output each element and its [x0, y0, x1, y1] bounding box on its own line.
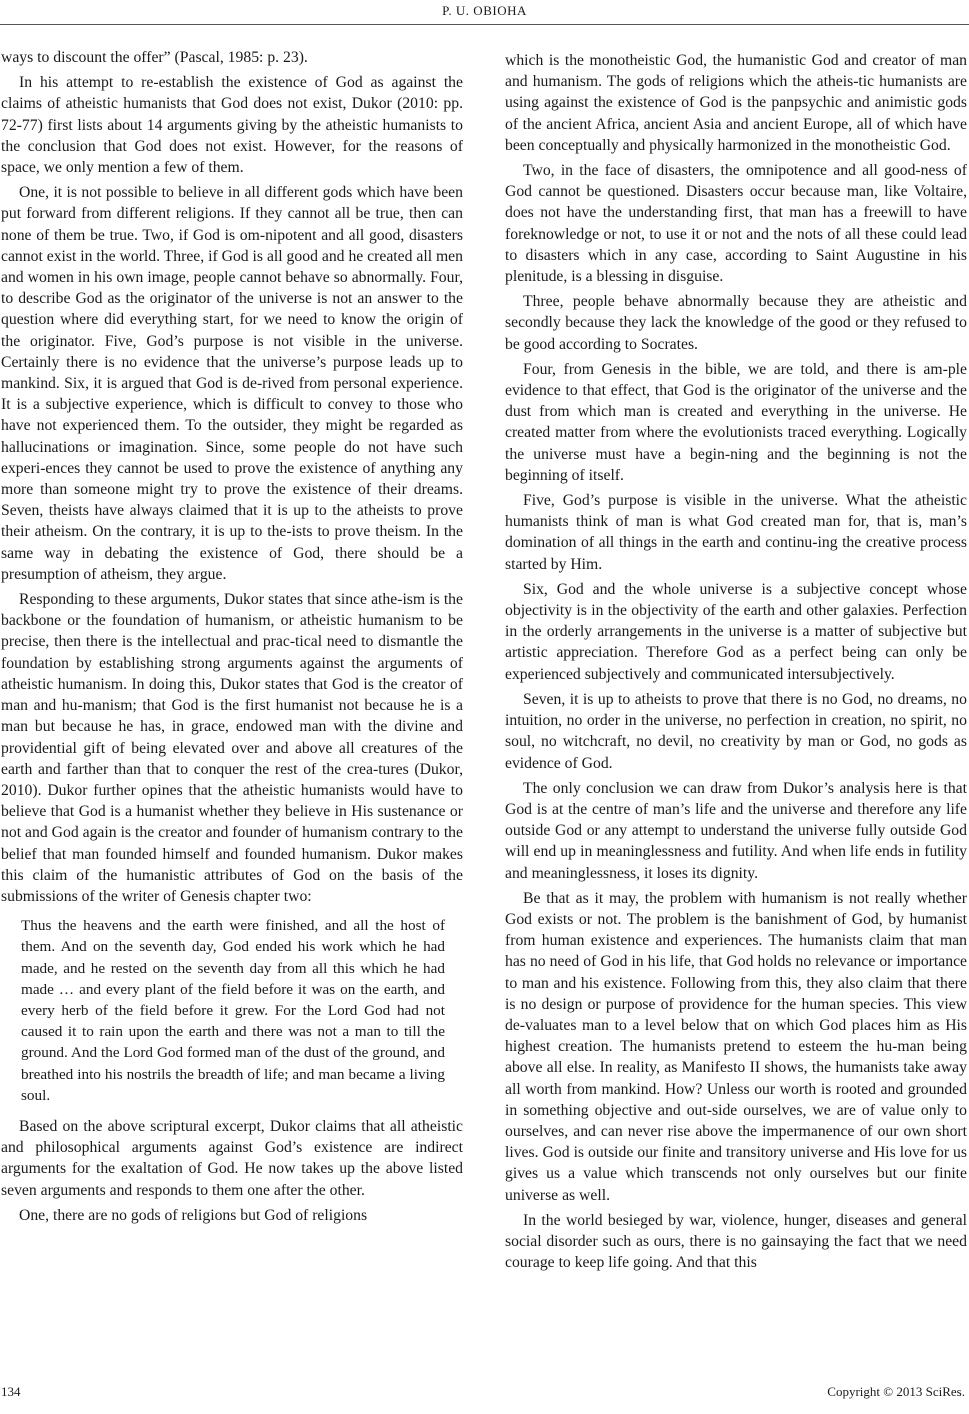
copyright-notice: Copyright © 2013 SciRes.: [827, 1384, 965, 1399]
paragraph: Seven, it is up to atheists to prove that there is no God, no dreams, no intuition, no order in the universe, no perfection in creation, no spirit, no soul, no witchcraft, no devil, no creativity by man or God, no gods as evidence of God.: [505, 690, 967, 772]
right-column: [505, 50, 967, 1277]
paragraph: Responding to these arguments, Dukor states that since athe-ism is the backbone or the foundation of humanism, or atheistic humanism to be precise, then there is the intellectual and prac-tical need to dismantle the foundation by establishing strong arguments against the arguments of atheistic humanism. In doing this, Dukor states that God is the creator of man and hu-manism; that God is the first humanist not because he is a man but because he has, in grace, endowed man with the divine and providential gift of being elevated over and above all creatures of the earth and farther than that to conquer the rest of the crea-tures (Dukor, 2010). Dukor further opines that the atheistic humanists would have to believe that God is a humanist whether they believe in His sustenance or not and God again is the creator and founder of humanism contrary to the belief that man founded himself and founded humanism. Dukor makes this claim of the humanistic attributes of God on the basis of the submissions of the writer of Genesis chapter two:: [1, 591, 463, 905]
paragraph: Be that as it may, the problem with humanism is not really whether God exists or not. The problem is the banishment of God, by humanist from human existence and experiences. The humanists claim that man has no need of God in his life, that God holds no relevance or importance to man and his existence. Following from this, they also claim that there is no design or purpose of providence for the human species. This view de-valuates man to a level below that on which God places him as His highest creation. The humanists pretend to esteem the hu-man being above all else. In reality, as Manifesto II shows, the humanists take away all worth from mankind. How? Unless our worth is rooted and grounded in something objective and out-side ourselves, we are of value only to ourselves, and can never rise above the impermanence of our own short lives. God is outside our finite and transitory universe and His love for us gives us a value which transcends not only ourselves but our finite universe as well.: [505, 889, 967, 1204]
paragraph: One, it is not possible to believe in all different gods which have been put forward from different religions. If they cannot all be true, then can none of them be true. Two, if God is om-nipotent and all good, disasters cannot exist in the world. Three, if God is all good and he created all men and women in his own image, people cannot behave so abnormally. Four, to describe God as the originator of the universe is not an answer to the question where did everything start, for we need to know the origin of the originator. Five, God’s purpose is not visible in the universe. Certainly there is no evidence that the universe’s purpose leads up to mankind. Six, it is argued that God is de-rived from personal experience. It is a subjective experience, which is difficult to convey to those who have not experienced them. To the outsider, they might be regarded as hallucinations or imagination. Since, some people do not have such experi-ences they cannot be used to prove the existence of anything any more than someone might try to prove the existence of their dreams. Seven, theists have always claimed that it is up to the atheists to prove their atheism. On the contrary, it is up to the-ists to prove theism. In the same way in debating the existence of God, there should be a presumption of atheism, they argue.: [1, 184, 463, 583]
paragraph: The only conclusion we can draw from Dukor’s analysis here is that God is at the centre of man’s life and the universe and therefore any life outside God or any attempt to understand the universe fully outside God will end up in meaninglessness and futility. And when life ends in futility and meaninglessness, it loses its dignity.: [505, 779, 967, 882]
paragraph: Five, God’s purpose is visible in the universe. What the atheistic humanists think of man is what God created man for, that is, man’s domination of all things in the earth and continu-ing the creative process started by Him.: [505, 492, 967, 573]
paragraph: In his attempt to re-establish the existence of God as against the claims of atheistic humanists that God does not exist, Dukor (2010: pp. 72-77) first lists about 14 arguments giving by the atheistic humanists to the conclusion that God does not exist. However, for the reasons of space, we only mention a few of them.: [1, 74, 463, 177]
paragraph: Three, people behave abnormally because they are atheistic and secondly because they lack the knowledge of the good or they refused to be good according to Socrates.: [505, 293, 967, 353]
block-quote: Thus the heavens and the earth were finished, and all the host of them. And on the seventh day, God ended his work which he had made, and he rested on the seventh day from all this which he had made … and every plant of the field before it was on the earth, and every herb of the field before it grew. For the Lord God had not caused it to rain upon the earth and there was not a man to till the ground. And the Lord God formed man of the dust of the ground, and breathed into his nostrils the breadth of life; and man became a living soul.: [21, 917, 445, 1104]
left-column: [1, 47, 463, 1230]
running-head: P. U. OBIOHA: [442, 3, 527, 18]
paragraph: Four, from Genesis in the bible, we are told, and there is am-ple evidence to that effect, that God is the originator of the universe and the dust from which man is created and everything in the universe. He created matter from where the evolutionists traced everything. Logically the universe must have a begin-ning and the beginning is not the beginning of itself.: [505, 360, 967, 484]
paragraph: which is the monotheistic God, the humanistic God and creator of man and humanism. The gods of religions which the atheis-tic humanists are using against the existence of God is the panpsychic and animistic gods of the ancient Africa, ancient Asia and ancient Europe, all of which have been conceptually and physically harmonized in the monotheistic God.: [505, 52, 967, 154]
page-number: 134: [1, 1384, 21, 1399]
paragraph: Based on the above scriptural excerpt, Dukor claims that all atheistic and philosophical arguments against God’s existence are indirect arguments for the exaltation of God. He now takes up the above listed seven arguments and responds to them one after the other.: [1, 1117, 463, 1199]
paragraph: In the world besieged by war, violence, hunger, diseases and general social disorder such as ours, there is no gainsaying the fact that we need courage to keep life going. And that this: [505, 1211, 967, 1272]
paragraph: One, there are no gods of religions but God of religions: [19, 1206, 368, 1224]
paragraph: Two, in the face of disasters, the omnipotence and all good-ness of God cannot be questioned. Disasters occur because man, like Voltaire, does not have the understanding first, that man has a freewill to have foreknowledge or not, to use it or not and the nots of all these could lead to disasters which in any case, according to Saint Augustine in his plenitude, is a blessing in disguise.: [505, 162, 967, 286]
paragraph: ways to discount the offer” (Pascal, 1985: p. 23).: [1, 49, 308, 66]
paragraph: Six, God and the whole universe is a subjective concept whose objectivity is in the objectivity of the earth and other galaxies. Perfection in the orderly arrangements in the universe is a matter of subjective but artistic appreciation. Therefore God as a perfect being can only be experienced subjectively and communicated intersubjectively.: [505, 580, 967, 683]
header-rule: [0, 24, 969, 25]
